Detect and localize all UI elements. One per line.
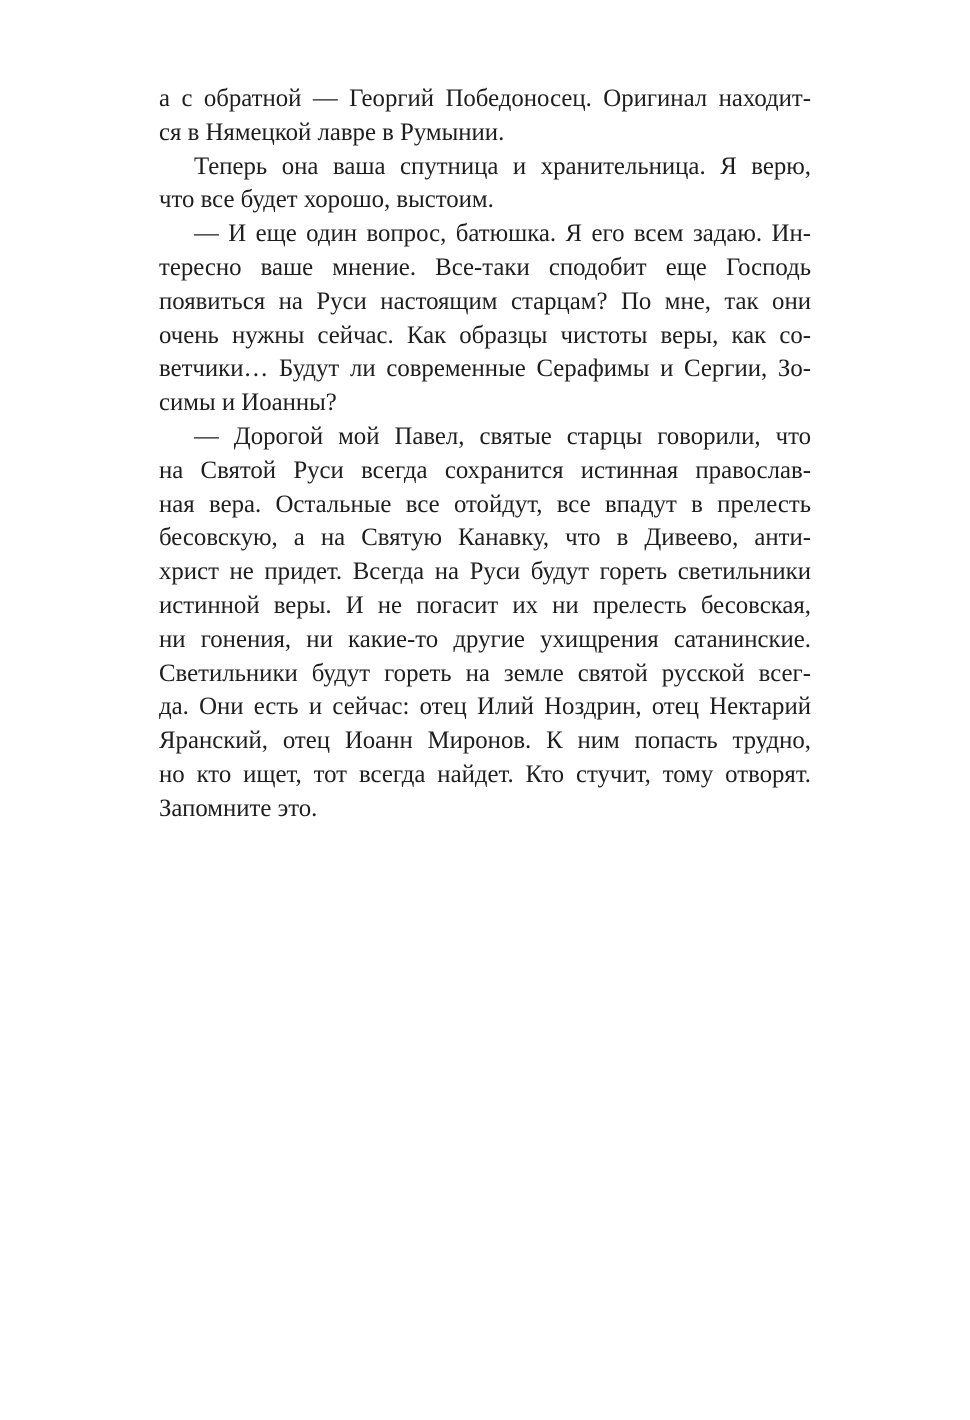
text-line: да. Они есть и сейчас: отец Илий Ноздрин, отец Нектарий	[159, 693, 811, 721]
text-line: на Святой Руси всегда сохранится истинная православ-	[159, 456, 811, 484]
text-line: Теперь она ваша спутница и хранительница. Я верю,	[194, 152, 811, 180]
text-line: очень нужны сейчас. Как образцы чистоты веры, как со-	[159, 321, 811, 349]
text-line: появиться на Руси настоящим старцам? По мне, так они	[159, 287, 811, 315]
text-line: симы и Иоанны?	[159, 389, 337, 417]
text-line: Яранский, отец Иоанн Миронов. К ним попасть трудно,	[159, 727, 811, 755]
paragraph	[159, 150, 811, 218]
paragraph	[159, 420, 811, 826]
paragraph	[159, 82, 811, 150]
text-line: — И еще один вопрос, батюшка. Я его всем задаю. Ин-	[194, 220, 811, 248]
text-line: истинной веры. И не погасит их ни прелесть бесовская,	[159, 591, 811, 619]
text-line: — Дорогой мой Павел, святые старцы говорили, что	[194, 422, 811, 450]
text-line: Запомните это.	[159, 794, 318, 822]
text-line: тересно ваше мнение. Все-таки сподобит еще Господь	[159, 253, 811, 281]
text-line: Светильники будут гореть на земле святой русской всег-	[159, 659, 811, 687]
text-line: а с обратной — Георгий Победоносец. Оригинал находит-	[159, 85, 811, 112]
text-line: бесовскую, а на Святую Канавку, что в Дивеево, анти-	[159, 524, 811, 552]
text-line: ветчики… Будут ли современные Серафимы и Сергии, Зо-	[159, 355, 811, 383]
text-line: ни гонения, ни какие-то другие ухищрения сатанинские.	[159, 625, 811, 653]
paragraph	[159, 217, 811, 420]
page-body	[159, 82, 811, 826]
text-line: но кто ищет, тот всегда найдет. Кто стучит, тому отворят.	[159, 760, 811, 788]
text-line: христ не придет. Всегда на Руси будут гореть светильники	[159, 558, 811, 586]
text-line: что все будет хорошо, выстоим.	[159, 186, 494, 214]
text-line: ся в Нямецкой лавре в Румынии.	[159, 118, 505, 146]
text-line: ная вера. Остальные все отойдут, все впадут в прелесть	[159, 490, 811, 518]
